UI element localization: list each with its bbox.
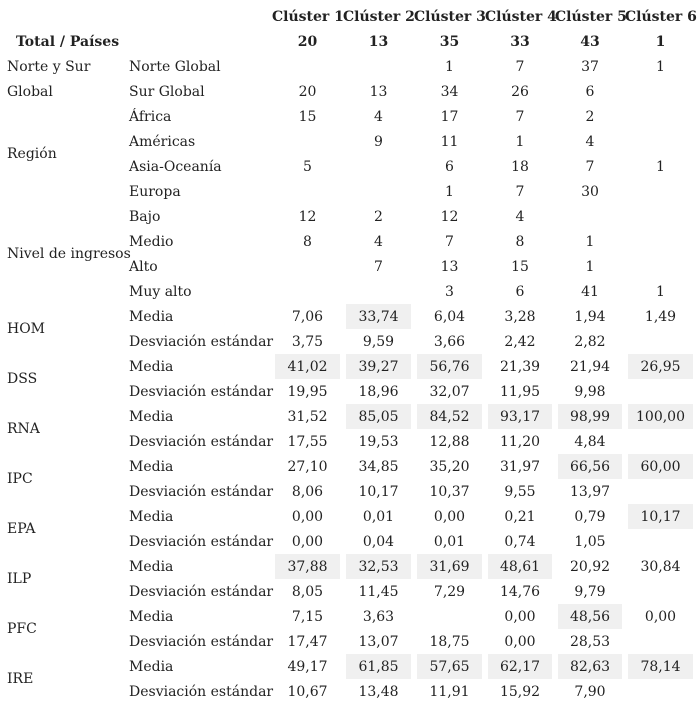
total-value: 13: [368, 33, 389, 50]
cell-value: 18,75: [429, 633, 470, 650]
row-label: Desviación estándar: [129, 383, 274, 400]
cell-value: 18,96: [358, 383, 399, 400]
cell-value: [625, 479, 696, 504]
cell-value: 10,67: [287, 683, 328, 700]
cell-value: 0,01: [362, 508, 395, 525]
cell-value: 0,04: [362, 533, 395, 550]
table-row: [4, 304, 696, 329]
cell-value: 34,85: [358, 458, 399, 475]
cell-value: 17,47: [287, 633, 328, 650]
table-body: [4, 54, 696, 704]
group-label: PFC: [7, 621, 37, 637]
cell-value: 2,82: [574, 333, 606, 350]
cell-value: [625, 679, 696, 704]
cell-value: 20,92: [569, 558, 611, 575]
cell-value: 7: [515, 108, 525, 125]
cell-value: [343, 154, 414, 179]
cell-value: 13: [369, 83, 388, 100]
cell-value: 1: [445, 183, 454, 200]
row-label: Alto: [129, 258, 158, 275]
cell-value: 15: [511, 258, 529, 275]
cell-value: 3,28: [504, 308, 536, 325]
cell-value: 49,17: [287, 658, 328, 675]
cell-value: 7: [585, 158, 595, 175]
cluster-2-header: Clúster 2: [343, 8, 415, 25]
row-label: Muy alto: [129, 283, 192, 300]
cell-value: 11,45: [358, 583, 399, 600]
cell-value: 13: [440, 258, 459, 275]
cell-value: 1: [656, 283, 665, 300]
cell-value: 32,07: [429, 383, 470, 400]
cell-value: 26,95: [625, 354, 696, 379]
table-row: [4, 354, 696, 379]
table-row: [4, 554, 696, 579]
cell-value: 21,39: [499, 358, 541, 375]
cell-value: 17: [440, 108, 459, 125]
cell-value: 1,49: [644, 308, 677, 325]
cell-value: 9,59: [362, 333, 395, 350]
row-label: Desviación estándar: [129, 433, 274, 450]
row-label: Media: [129, 658, 174, 675]
group-label: Global: [7, 83, 53, 100]
row-label: Desviación estándar: [129, 333, 274, 350]
cell-value: 0,00: [504, 608, 536, 625]
cell-value: 31,52: [287, 408, 328, 425]
cell-value: [272, 129, 343, 154]
cell-value: 8,06: [291, 483, 324, 500]
cell-value: 13,97: [569, 483, 611, 500]
cell-value: 66,56: [555, 454, 625, 479]
cell-value: 48,61: [485, 554, 555, 579]
cell-value: 10,37: [429, 483, 470, 500]
cell-value: 2: [585, 108, 595, 125]
cell-value: 100,00: [625, 404, 696, 429]
cell-value: 4: [585, 133, 595, 150]
cell-value: 0,00: [504, 633, 536, 650]
cell-value: 84,52: [414, 404, 485, 429]
cell-value: 1: [585, 258, 595, 275]
cell-value: 11: [440, 133, 459, 150]
cell-value: 4: [374, 233, 383, 250]
cell-value: 17,55: [287, 433, 328, 450]
total-value: 1: [655, 33, 666, 50]
cell-value: 8,05: [291, 583, 324, 600]
cell-value: 1,94: [574, 308, 606, 325]
cell-value: 5: [303, 158, 312, 175]
group-label: IPC: [7, 471, 33, 487]
cell-value: 30,84: [640, 558, 681, 575]
total-label: Total / Países: [16, 33, 120, 50]
cell-value: 2: [374, 208, 383, 225]
table-row: [4, 79, 696, 104]
cell-value: 12: [440, 208, 459, 225]
cell-value: 15,92: [499, 683, 541, 700]
cell-value: 1: [445, 58, 454, 75]
cell-value: [555, 204, 625, 229]
row-label: África: [129, 108, 172, 125]
cell-value: 9: [374, 133, 383, 150]
cell-value: 37,88: [272, 554, 343, 579]
total-row: [4, 29, 696, 54]
cell-value: 8: [515, 233, 525, 250]
cell-value: [272, 279, 343, 304]
cell-value: [625, 254, 696, 279]
cell-value: 6: [515, 283, 525, 300]
cell-value: [414, 604, 485, 629]
cell-value: [625, 329, 696, 354]
cell-value: 3,75: [291, 333, 324, 350]
cell-value: 30: [581, 183, 599, 200]
table-row: [4, 204, 696, 229]
cell-value: 13,48: [358, 683, 399, 700]
cell-value: [343, 279, 414, 304]
cell-value: 1: [585, 233, 595, 250]
cell-value: 0,01: [433, 533, 466, 550]
cell-value: 57,65: [414, 654, 485, 679]
table-row: [4, 454, 696, 479]
cell-value: 9,55: [504, 483, 536, 500]
cell-value: 1: [515, 133, 525, 150]
row-label: Desviación estándar: [129, 533, 274, 550]
cell-value: 7: [515, 58, 525, 75]
row-label: Medio: [129, 233, 174, 250]
table-row: [4, 404, 696, 429]
cell-value: 33,74: [343, 304, 414, 329]
cell-value: 0,21: [504, 508, 536, 525]
cell-value: 0,74: [504, 533, 536, 550]
group-label: ILP: [7, 571, 32, 587]
row-label: Media: [129, 508, 174, 525]
row-label: Media: [129, 308, 174, 325]
cell-value: 4: [374, 108, 383, 125]
group-label: IRE: [7, 671, 34, 687]
cell-value: 37: [581, 58, 599, 75]
cluster-table: [4, 4, 696, 704]
cell-value: [625, 79, 696, 104]
row-label: Norte Global: [129, 58, 221, 75]
cell-value: 41,02: [272, 354, 343, 379]
cell-value: 62,17: [485, 654, 555, 679]
table-row: [4, 54, 696, 79]
cell-value: 7,90: [574, 683, 606, 700]
cell-value: 85,05: [343, 404, 414, 429]
cell-value: [625, 204, 696, 229]
cell-value: 98,99: [555, 404, 625, 429]
cluster-header-row: [4, 4, 696, 29]
cell-value: 10,17: [625, 504, 696, 529]
cell-value: 27,10: [287, 458, 328, 475]
row-label: Media: [129, 358, 174, 375]
cell-value: 41: [581, 283, 599, 300]
cell-value: 0,00: [644, 608, 677, 625]
cell-value: 0,79: [574, 508, 606, 525]
row-label: Desviación estándar: [129, 633, 274, 650]
cell-value: 28,53: [569, 633, 611, 650]
table-row: [4, 604, 696, 629]
cell-value: 9,98: [574, 383, 606, 400]
cell-value: 48,56: [555, 604, 625, 629]
cell-value: 8: [303, 233, 312, 250]
cell-value: 34: [440, 83, 459, 100]
cell-value: 0,00: [291, 533, 324, 550]
table-row: [4, 504, 696, 529]
cell-value: 3: [445, 283, 454, 300]
cell-value: 35,20: [429, 458, 470, 475]
cell-value: 12: [298, 208, 317, 225]
cell-value: 0,00: [433, 508, 466, 525]
table-row: [4, 654, 696, 679]
cluster-6-header: Clúster 6: [625, 8, 697, 25]
cell-value: 3,66: [433, 333, 466, 350]
cell-value: 6,04: [433, 308, 466, 325]
cell-value: 15: [298, 108, 317, 125]
cell-value: 56,76: [414, 354, 485, 379]
cluster-1-header: Clúster 1: [272, 8, 344, 25]
row-label: Bajo: [129, 208, 161, 225]
cell-value: 60,00: [625, 454, 696, 479]
cell-value: 1,05: [574, 533, 606, 550]
cell-value: [625, 179, 696, 204]
cell-value: 39,27: [343, 354, 414, 379]
row-label: Américas: [129, 133, 196, 150]
total-value: 33: [510, 33, 530, 50]
cell-value: 6: [585, 83, 595, 100]
cell-value: 61,85: [343, 654, 414, 679]
cluster-3-header: Clúster 3: [414, 8, 486, 25]
cell-value: 7,29: [433, 583, 466, 600]
cell-value: 7,15: [291, 608, 324, 625]
cell-value: 7,06: [291, 308, 324, 325]
cell-value: [272, 54, 343, 79]
cell-value: 0,00: [291, 508, 324, 525]
cell-value: 32,53: [343, 554, 414, 579]
cell-value: 93,17: [485, 404, 555, 429]
cell-value: 1: [656, 58, 665, 75]
cell-value: 6: [445, 158, 454, 175]
cell-value: 11,20: [499, 433, 541, 450]
group-label: Nivel de ingresos: [7, 246, 131, 262]
cell-value: 9,79: [574, 583, 606, 600]
row-label: Desviación estándar: [129, 683, 274, 700]
row-label: Desviación estándar: [129, 583, 274, 600]
row-label: Media: [129, 408, 174, 425]
total-value: 35: [439, 33, 460, 50]
cluster-5-header: Clúster 5: [555, 8, 627, 25]
table-row: [4, 104, 696, 129]
cell-value: 13,07: [358, 633, 399, 650]
cell-value: [625, 379, 696, 404]
cell-value: [272, 254, 343, 279]
cell-value: 4: [515, 208, 525, 225]
total-value: 20: [297, 33, 318, 50]
cell-value: [343, 179, 414, 204]
cell-value: 82,63: [555, 654, 625, 679]
cell-value: [625, 579, 696, 604]
row-label: Media: [129, 608, 174, 625]
cell-value: 26: [511, 83, 529, 100]
row-label: Asia-Oceanía: [129, 158, 222, 175]
group-label: Región: [7, 146, 57, 162]
row-label: Sur Global: [129, 83, 205, 100]
group-label: HOM: [7, 321, 46, 337]
cell-value: 10,17: [358, 483, 399, 500]
cell-value: 78,14: [625, 654, 696, 679]
row-label: Media: [129, 558, 174, 575]
cell-value: 18: [511, 158, 529, 175]
cell-value: [625, 229, 696, 254]
group-label: EPA: [7, 521, 36, 537]
cell-value: 7: [445, 233, 454, 250]
cell-value: [625, 429, 696, 454]
cell-value: 19,95: [287, 383, 328, 400]
cell-value: 20: [298, 83, 317, 100]
group-label: DSS: [7, 371, 38, 387]
group-label: Norte y Sur: [7, 58, 91, 75]
cell-value: 7: [374, 258, 383, 275]
row-label: Media: [129, 458, 174, 475]
cell-value: [625, 129, 696, 154]
cell-value: 21,94: [569, 358, 611, 375]
row-label: Europa: [129, 183, 181, 200]
cell-value: 19,53: [358, 433, 399, 450]
cell-value: 14,76: [499, 583, 541, 600]
cell-value: 4,84: [574, 433, 606, 450]
cell-value: 1: [656, 158, 665, 175]
cell-value: [625, 104, 696, 129]
total-value: 43: [580, 33, 600, 50]
cell-value: 31,69: [414, 554, 485, 579]
cluster-4-header: Clúster 4: [485, 8, 557, 25]
cell-value: 3,63: [362, 608, 395, 625]
cell-value: [272, 179, 343, 204]
cell-value: 7: [515, 183, 525, 200]
cell-value: 11,95: [499, 383, 541, 400]
row-label: Desviación estándar: [129, 483, 274, 500]
cell-value: [625, 629, 696, 654]
cell-value: [343, 54, 414, 79]
cell-value: [625, 529, 696, 554]
cell-value: 12,88: [429, 433, 470, 450]
group-label: RNA: [7, 421, 40, 437]
cell-value: 2,42: [504, 333, 536, 350]
cell-value: 31,97: [499, 458, 541, 475]
cell-value: 11,91: [429, 683, 470, 700]
